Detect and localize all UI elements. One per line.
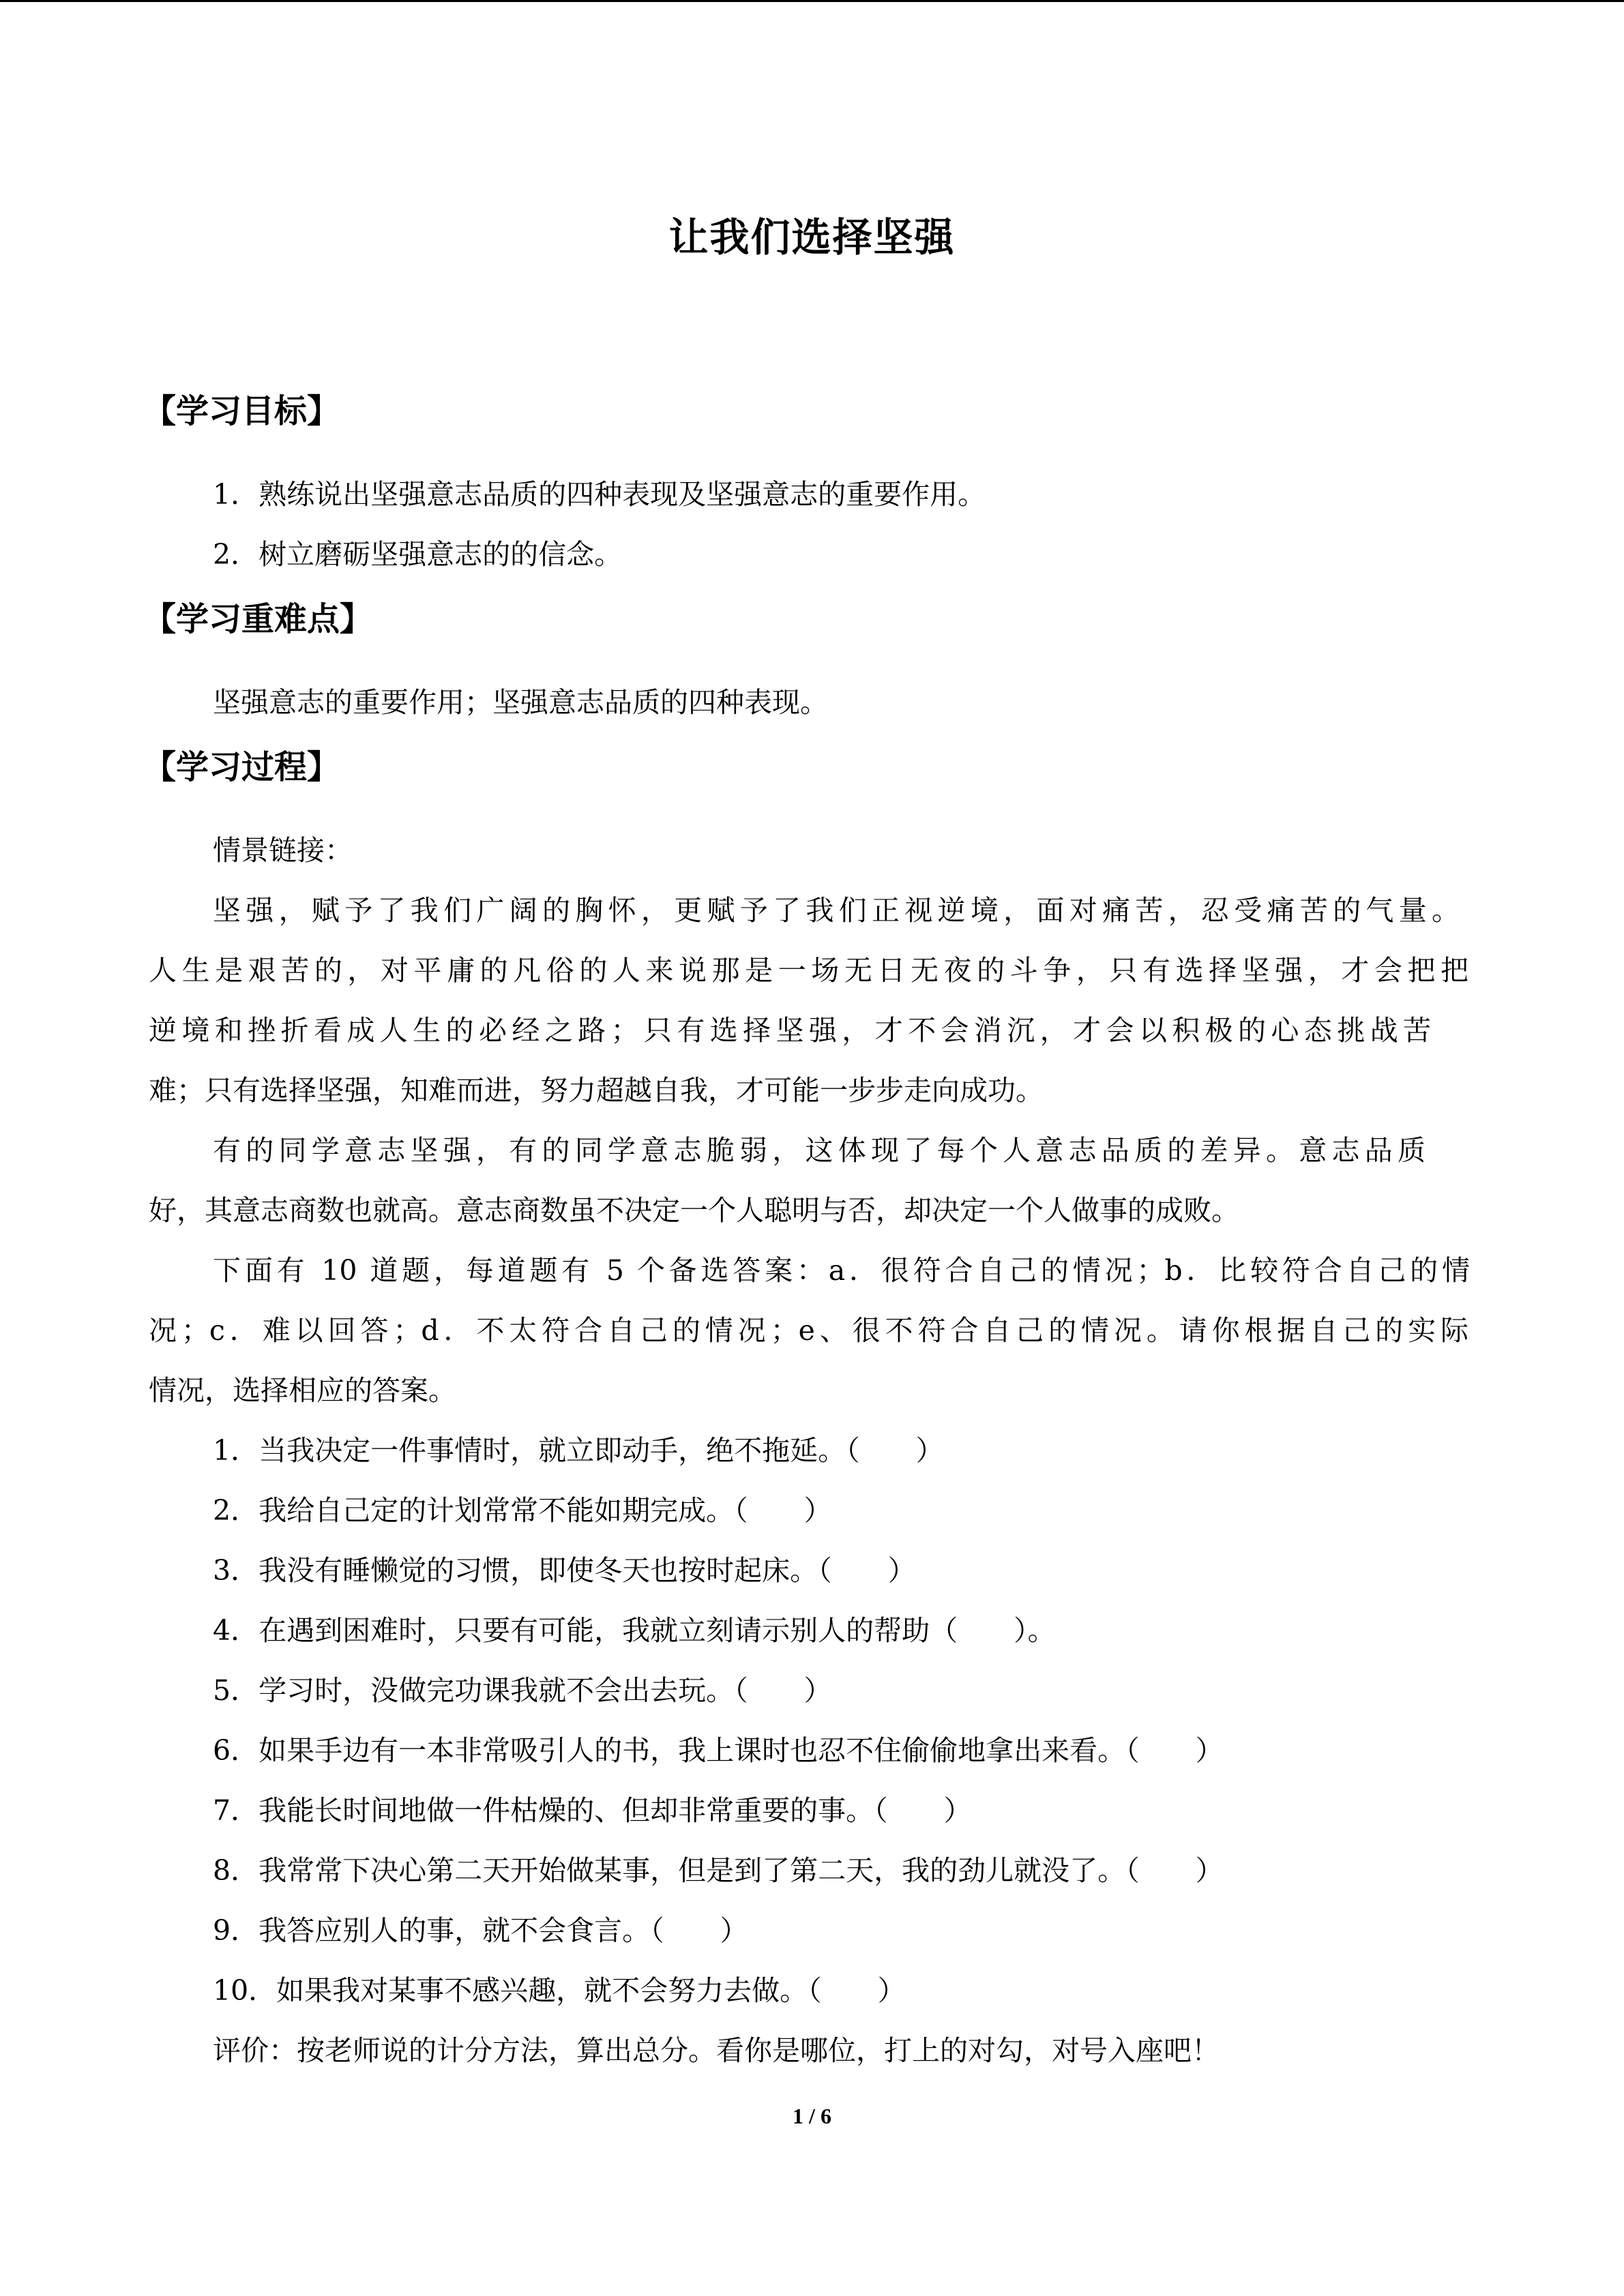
heading-key-points: 【学习重难点】: [143, 600, 373, 638]
paragraph-line: 好，其意志商数也就高。意志商数虽不决定一个人聪明与否，却决定一个人做事的成败。: [149, 1194, 1239, 1227]
paragraph-line: 坚强，赋予了我们广阔的胸怀，更赋予了我们正视逆境，面对痛苦，忍受痛苦的气量。: [213, 894, 1460, 927]
question-item: 2．我给自己定的计划常常不能如期完成。（ ）: [213, 1494, 832, 1527]
paragraph-line: 有的同学意志坚强，有的同学意志脆弱，这体现了每个人意志品质的差异。意志品质: [213, 1134, 1426, 1167]
question-item: 1．当我决定一件事情时，就立即动手，绝不拖延。（ ）: [213, 1434, 944, 1467]
key-points-text: 坚强意志的重要作用；坚强意志品质的四种表现。: [213, 686, 828, 719]
paragraph-line: 逆境和挫折看成人生的必经之路；只有选择坚强，才不会消沉，才会以积极的心态挑战苦: [149, 1014, 1431, 1047]
paragraph-line: 下面有 10 道题，每道题有 5 个备选答案：a．很符合自己的情况；b．比较符合自己的情: [213, 1254, 1470, 1287]
question-item: 3．我没有睡懒觉的习惯，即使冬天也按时起床。（ ）: [213, 1554, 916, 1587]
page-number: 1 / 6: [793, 2104, 831, 2128]
paragraph-line: 况；c．难以回答；d．不太符合自己的情况；e、很不符合自己的情况。请你根据自己的实际: [149, 1314, 1468, 1347]
paragraph-line: 人生是艰苦的，对平庸的凡俗的人来说那是一场无日无夜的斗争，只有选择坚强，才会把把: [149, 954, 1468, 987]
heading-learning-process: 【学习过程】: [143, 748, 340, 786]
evaluation-text: 评价：按老师说的计分方法，算出总分。看你是哪位，打上的对勾，对号入座吧！: [213, 2034, 1220, 2067]
question-item: 7．我能长时间地做一件枯燥的、但却非常重要的事。（ ）: [213, 1794, 972, 1827]
objective-item: 2．树立磨砺坚强意志的的信念。: [213, 538, 623, 571]
objective-item: 1．熟练说出坚强意志品质的四种表现及坚强意志的重要作用。: [213, 478, 986, 511]
question-item: 8．我常常下决心第二天开始做某事，但是到了第二天，我的劲儿就没了。（ ）: [213, 1854, 1224, 1887]
question-item: 6．如果手边有一本非常吸引人的书，我上课时也忍不住偷偷地拿出来看。（ ）: [213, 1734, 1224, 1767]
top-border-line: [0, 0, 1624, 2]
document-title: 让我们选择坚强: [668, 214, 956, 260]
paragraph-line: 难；只有选择坚强，知难而进，努力超越自我，才可能一步步走向成功。: [149, 1074, 1044, 1107]
question-item: 5．学习时，没做完功课我就不会出去玩。（ ）: [213, 1674, 832, 1707]
question-item: 10．如果我对某事不感兴趣，就不会努力去做。（ ）: [213, 1974, 906, 2007]
paragraph-line: 情况，选择相应的答案。: [149, 1374, 456, 1407]
question-item: 9．我答应别人的事，就不会食言。（ ）: [213, 1914, 748, 1947]
scenario-label: 情景链接：: [213, 834, 353, 867]
question-item: 4．在遇到困难时，只要有可能，我就立刻请示别人的帮助（ ）。: [213, 1614, 1056, 1647]
heading-learning-objectives: 【学习目标】: [143, 392, 340, 430]
